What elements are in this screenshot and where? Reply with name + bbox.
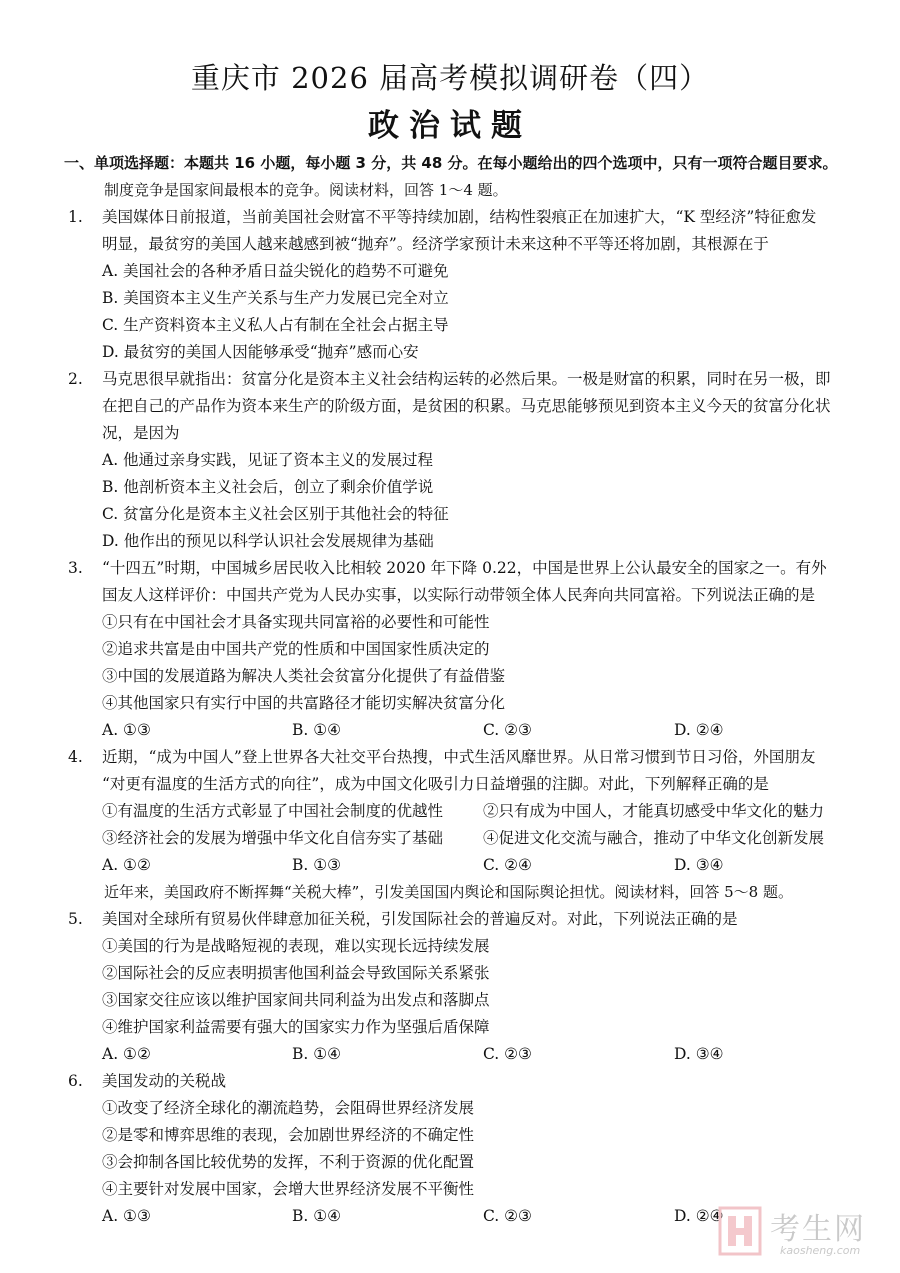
statement-3: ③经济社会的发展为增强中华文化自信夯实了基础 <box>102 829 444 847</box>
option-c: C. ②③ <box>483 721 532 739</box>
statement-2: ②是零和博弈思维的表现，会加剧世界经济的不确定性 <box>102 1126 475 1144</box>
question-number: 6. <box>68 1072 83 1090</box>
option-a: A. 美国社会的各种矛盾日益尖锐化的趋势不可避免 <box>102 262 449 280</box>
option-b: B. ①④ <box>292 721 342 739</box>
watermark <box>718 1202 888 1266</box>
question-text: 近期，“成为中国人”登上世界各大社交平台热搜，中式生活风靡世界。从日常习惯到节日习俗，外国朋友 <box>102 748 816 766</box>
statement-1: ①只有在中国社会才具备实现共同富裕的必要性和可能性 <box>102 613 490 631</box>
option-d: D. ②④ <box>674 1207 724 1225</box>
statement-4: ④维护国家利益需要有强大的国家实力作为坚强后盾保障 <box>102 1018 490 1036</box>
option-a: A. ①③ <box>102 721 151 739</box>
option-c: C. ②③ <box>483 1045 532 1063</box>
option-b: B. ①④ <box>292 1207 342 1225</box>
question-text: 美国对全球所有贸易伙伴肆意加征关税，引发国际社会的普遍反对。对此，下列说法正确的是 <box>102 910 738 928</box>
question-text: “十四五”时期，中国城乡居民收入比相较 2020 年下降 0.22，中国是世界上公认最安全的国家之一。有外 <box>102 559 827 577</box>
material-intro-2: 近年来，美国政府不断挥舞“关税大棒”，引发美国国内舆论和国际舆论担忧。阅读材料，回答 5～8 题。 <box>104 883 793 901</box>
watermark-url: kaosheng.com <box>780 1244 861 1257</box>
option-d: D. 最贫穷的美国人因能够承受“抛弃”感而心安 <box>102 343 419 361</box>
question-2 <box>0 366 900 393</box>
question-4 <box>0 744 900 771</box>
statement-2: ②国际社会的反应表明损害他国利益会导致国际关系紧张 <box>102 964 490 982</box>
option-c: C. 生产资料资本主义私人占有制在全社会占据主导 <box>102 316 449 334</box>
question-text: 马克思很早就指出：贫富分化是资本主义社会结构运转的必然后果。一极是财富的积累，同时在另一极，即 <box>102 370 831 388</box>
statement-1: ①有温度的生活方式彰显了中国社会制度的优越性 <box>102 802 444 820</box>
question-1 <box>0 204 900 231</box>
question-number: 4. <box>68 748 83 766</box>
question-text-cont: 国友人这样评价：中国共产党为人民办实事，以实际行动带领全体人民奔向共同富裕。下列说法正确的是 <box>102 586 816 604</box>
statement-4: ④主要针对发展中国家，会增大世界经济发展不平衡性 <box>102 1180 475 1198</box>
option-b: B. ①③ <box>292 856 342 874</box>
option-c: C. ②④ <box>483 856 532 874</box>
option-a: A. ①③ <box>102 1207 151 1225</box>
statement-1: ①改变了经济全球化的潮流趋势，会阻碍世界经济发展 <box>102 1099 475 1117</box>
option-b: B. ①④ <box>292 1045 342 1063</box>
statement-4: ④促进文化交流与融合，推动了中华文化创新发展 <box>483 829 825 847</box>
section-heading: 一、单项选择题：本题共 16 小题，每小题 3 分，共 48 分。在每小题给出的四个选项中，只有一项符合题目要求。 <box>64 154 838 172</box>
question-text-cont: 况，是因为 <box>102 424 180 442</box>
question-text-cont: “对更有温度的生活方式的向往”，成为中国文化吸引力日益增强的注脚。对此，下列解释正确的是 <box>102 775 769 793</box>
exam-content <box>0 150 900 1230</box>
question-number: 3. <box>68 559 83 577</box>
statement-3: ③国家交往应该以维护国家间共同利益为出发点和落脚点 <box>102 991 490 1009</box>
subject-title: 政治试题 <box>368 108 532 144</box>
statement-4: ④其他国家只有实行中国的共富路径才能切实解决贫富分化 <box>102 694 506 712</box>
kaosheng-logo-icon <box>718 1206 762 1256</box>
question-5 <box>0 906 900 933</box>
question-text: 美国发动的关税战 <box>102 1072 227 1090</box>
statement-2: ②追求共富是由中国共产党的性质和中国国家性质决定的 <box>102 640 490 658</box>
option-d: D. 他作出的预见以科学认识社会发展规律为基础 <box>102 532 434 550</box>
question-text: 美国媒体日前报道，当前美国社会财富不平等持续加剧，结构性裂痕正在加速扩大，“K 型经济”特征愈发 <box>102 208 817 226</box>
statement-2: ②只有成为中国人，才能真切感受中华文化的魅力 <box>483 802 825 820</box>
question-text-cont: 明显，最贫穷的美国人越来越感到被“抛弃”。经济学家预计未来这种不平等还将加剧，其根源在于 <box>102 235 769 253</box>
question-number: 1. <box>68 208 83 226</box>
question-text-cont: 在把自己的产品作为资本来生产的阶级方面，是贫困的积累。马克思能够预见到资本主义今天的贫富分化状 <box>102 397 831 415</box>
material-intro: 制度竞争是国家间最根本的竞争。阅读材料，回答 1～4 题。 <box>104 181 508 199</box>
statement-3: ③中国的发展道路为解决人类社会贫富分化提供了有益借鉴 <box>102 667 506 685</box>
option-b: B. 美国资本主义生产关系与生产力发展已完全对立 <box>102 289 449 307</box>
option-c: C. ②③ <box>483 1207 532 1225</box>
option-a: A. ①② <box>102 1045 151 1063</box>
statement-1: ①美国的行为是战略短视的表现，难以实现长远持续发展 <box>102 937 490 955</box>
question-3 <box>0 555 900 582</box>
question-number: 2. <box>68 370 83 388</box>
question-6 <box>0 1068 900 1095</box>
option-b: B. 他剖析资本主义社会后，创立了剩余价值学说 <box>102 478 434 496</box>
statement-3: ③会抑制各国比较优势的发挥，不利于资源的优化配置 <box>102 1153 475 1171</box>
option-a: A. ①② <box>102 856 151 874</box>
watermark-name: 考生网 <box>770 1212 866 1247</box>
option-d: D. ③④ <box>674 1045 724 1063</box>
option-a: A. 他通过亲身实践，见证了资本主义的发展过程 <box>102 451 434 469</box>
exam-title: 重庆市 2026 届高考模拟调研卷（四） <box>190 61 710 95</box>
option-d: D. ③④ <box>674 856 724 874</box>
question-number: 5. <box>68 910 83 928</box>
option-c: C. 贫富分化是资本主义社会区别于其他社会的特征 <box>102 505 449 523</box>
option-d: D. ②④ <box>674 721 724 739</box>
